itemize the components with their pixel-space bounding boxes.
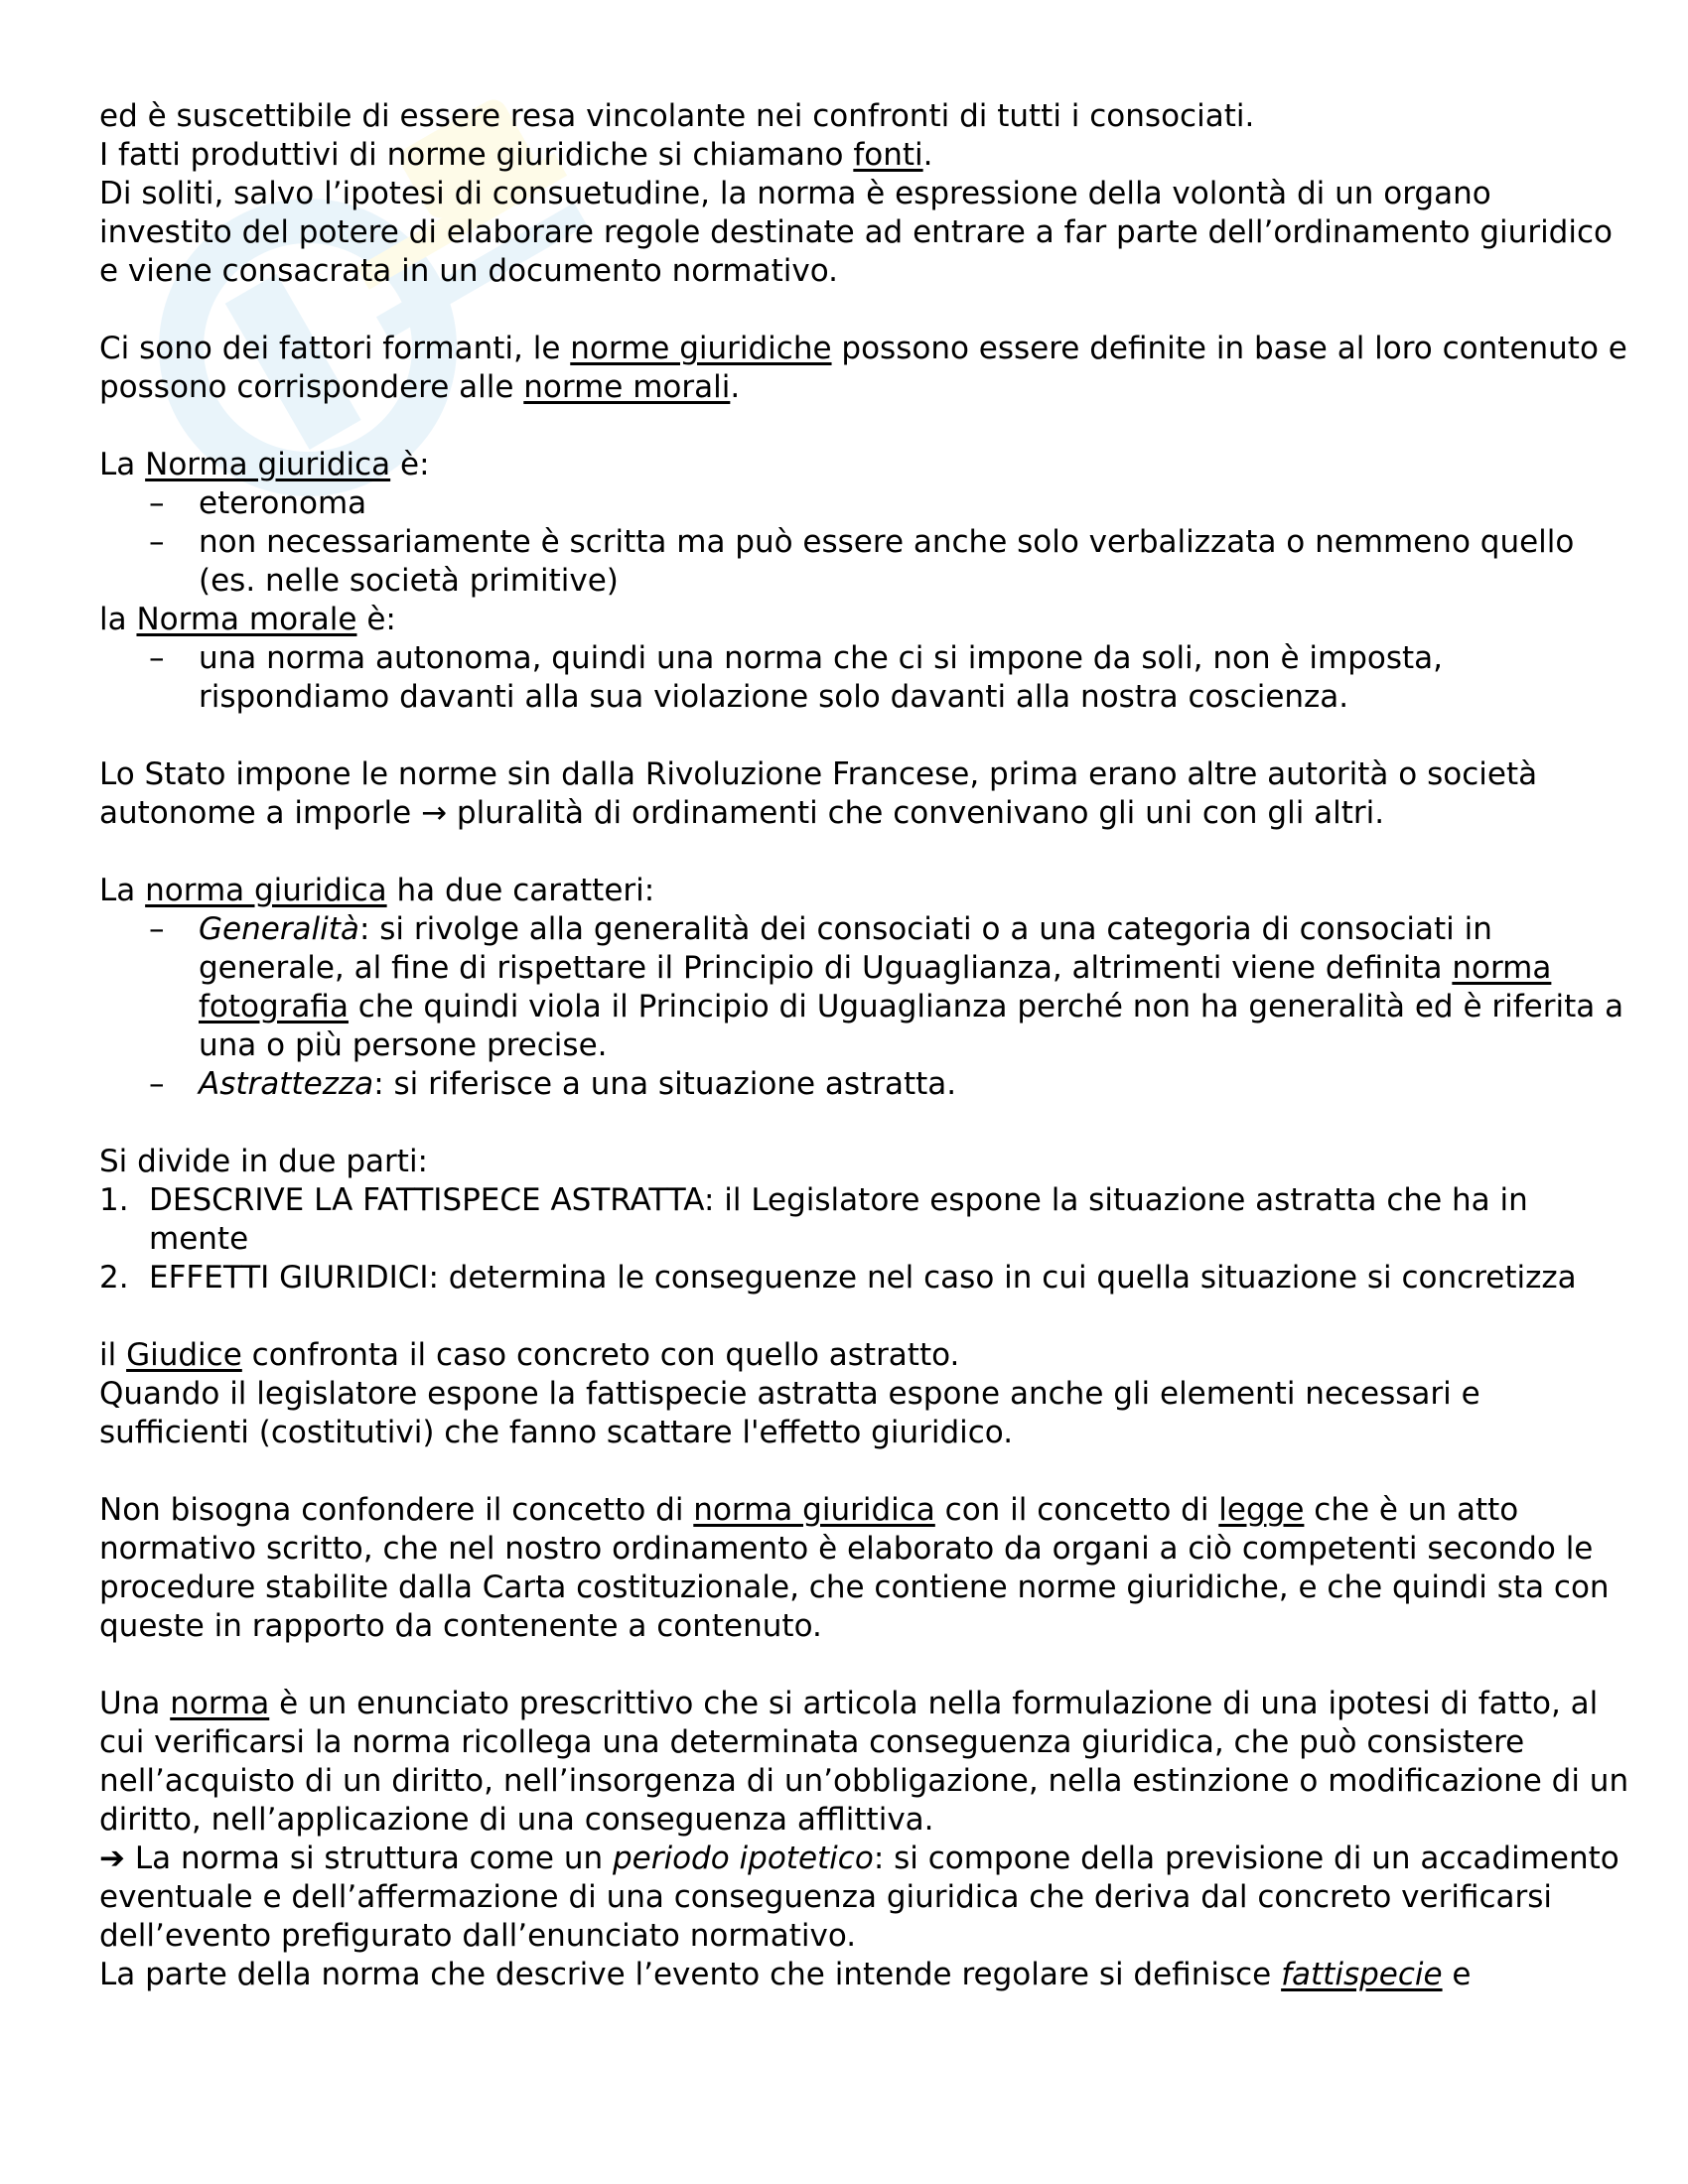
list-caratteri — [99, 910, 1633, 1104]
list-item: – eteronoma — [99, 484, 1633, 523]
term-fonti: fonti — [853, 137, 923, 173]
term-norma: norma — [170, 1686, 270, 1721]
term-norma-giuridica-2: norma giuridica — [145, 873, 387, 908]
term-fattispecie: fattispecie — [1281, 1957, 1443, 1992]
term-norme-morali: norme morali — [523, 369, 731, 405]
heading-norma-giuridica: La Norma giuridica è: — [99, 447, 430, 482]
list-norma-morale — [99, 639, 1633, 717]
paragraph-norma: Una norma è un enunciato prescrittivo che si articola nella formulazione di una ipotesi di fatto, al cui verificarsi la norma ricollega una determinata conseguenza giuridica, che può consistere nell’acquisto di un diritto, nell’insorgenza di un’obbligazione, nella estinzione o modificazione di un diritto, nell’applicazione di una conseguenza afflittiva. ➔ La norma si struttura come un periodo ipotetico: si compone della previsione di un accadimento eventuale e dell’affermazione di una conseguenza giuridica che deriva dal concreto verificarsi dell’evento prefigurato dall’enunciato normativo. La parte della norma che descrive l’evento che intende regolare si definisce fattispecie e — [99, 1686, 1629, 1992]
paragraph-legge: Non bisogna confondere il concetto di norma giuridica con il concetto di legge che è un atto normativo scritto, che nel nostro ordinamento è elaborato da organi a ciò competenti secondo le procedure stabilite dalla Carta costituzionale, che contiene norme giuridiche, e che quindi sta con queste in rapporto da contenente a contenuto. — [99, 1492, 1610, 1644]
list-item: 2. EFFETTI GIURIDICI: determina le conseguenze nel caso in cui quella situazione si concretizza — [99, 1260, 1577, 1296]
heading-norma-morale: la Norma morale è: — [99, 602, 396, 637]
term-legge: legge — [1218, 1492, 1305, 1528]
term-giudice: Giudice — [126, 1337, 242, 1373]
term-norme-giuridiche: norme giuridiche — [570, 331, 832, 366]
paragraph-fattori-formanti: Ci sono dei fattori formanti, le norme giuridiche possono essere definite in base al loro contenuto e possono corrispondere alle norme morali. — [99, 331, 1627, 405]
term-norma-giuridica-3: norma giuridica — [693, 1492, 935, 1528]
heading-caratteri: La norma giuridica ha due caratteri: — [99, 873, 655, 908]
list-item-astrattezza: – Astrattezza: si riferisce a una situazione astratta. — [99, 1065, 1633, 1104]
list-norma-giuridica — [99, 484, 1633, 601]
list-item: – non necessariamente è scritta ma può essere anche solo verbalizzata o nemmeno quello (es. nelle società primitive) — [99, 523, 1633, 601]
term-norma-fotografia: norma fotografia — [199, 950, 1552, 1024]
list-item: 1. DESCRIVE LA FATTISPECE ASTRATTA: il Legislatore espone la situazione astratta che ha in mente — [99, 1182, 1528, 1257]
list-item-generalita: – Generalità: si rivolge alla generalità dei consociati o a una categoria di consociati in generale, al fine di rispettare il Principio di Uguaglianza, altrimenti viene definita norma fotografia che quindi viola il Principio di Uguaglianza perché non ha generalità ed è riferita a una o più persone precise. — [99, 910, 1633, 1065]
list-parti — [99, 1181, 1633, 1297]
paragraph-intro: ed è suscettibile di essere resa vincolante nei confronti di tutti i consociati. I fatti produttivi di norme giuridiche si chiamano fonti. Di soliti, salvo l’ipotesi di consuetudine, la norma è espressione della volontà di un organo investito del potere di elaborare regole destinate ad entrare a far parte dell’ordinamento giuridico e viene consacrata in un documento normativo. — [99, 98, 1613, 289]
heading-parti: Si divide in due parti: — [99, 1144, 428, 1179]
document-page — [99, 97, 1633, 1994]
list-item: – una norma autonoma, quindi una norma che ci si impone da soli, non è imposta, rispondiamo davanti alla sua violazione solo davanti alla nostra coscienza. — [99, 639, 1633, 717]
term-norma-giuridica: Norma giuridica — [145, 447, 391, 482]
paragraph-giudice: il Giudice confronta il caso concreto con quello astratto. Quando il legislatore espone la fattispecie astratta espone anche gli elementi necessari e sufficienti (costitutivi) che fanno scattare l'effetto giuridico. — [99, 1337, 1480, 1450]
paragraph-stato: Lo Stato impone le norme sin dalla Rivoluzione Francese, prima erano altre autorità o società autonome a imporle → pluralità di ordinamenti che convenivano gli uni con gli altri. — [99, 756, 1538, 831]
term-norma-morale: Norma morale — [136, 602, 357, 637]
